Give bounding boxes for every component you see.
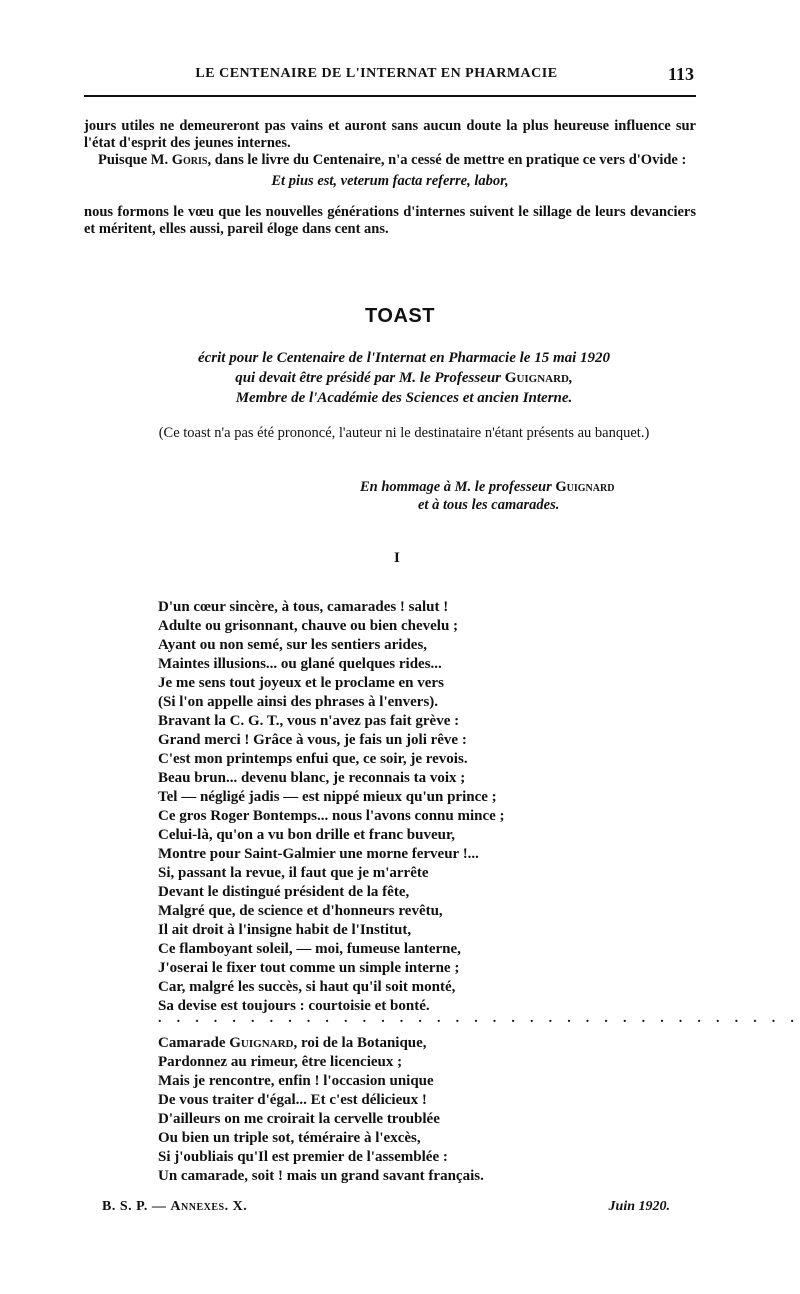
- poem-line: Si, passant la revue, il faut que je m'arrête: [158, 865, 429, 881]
- poem-line: Ce gros Roger Bontemps... nous l'avons connu mince ;: [158, 808, 505, 824]
- poem-line: (Si l'on appelle ainsi des phrases à l'envers).: [158, 694, 439, 710]
- guignard-name: Guignard: [504, 370, 570, 386]
- subtitle-line-1: écrit pour le Centenaire de l'Internat en Pharmacie le 15 mai 1920: [197, 350, 611, 366]
- poem-line: Devant le distingué président de la fête,: [158, 884, 410, 900]
- dedication: [360, 478, 700, 514]
- poem-line: Si j'oubliais qu'Il est premier de l'assemblée :: [158, 1149, 448, 1165]
- dedication-line-1-before: En hommage à M. le professeur: [360, 479, 556, 495]
- para2-before: Puisque M.: [98, 152, 172, 168]
- dotted-separator: . . . . . . . . . . . . . . . . . . . . . . . . . . . . . . . . . . .: [158, 1011, 800, 1026]
- poem-line: Montre pour Saint-Galmier une morne ferveur !...: [158, 846, 479, 862]
- poem-line: Maintes illusions... ou glané quelques rides...: [158, 656, 442, 672]
- subtitle-line-2: [84, 368, 724, 388]
- poem-stanza-1: [158, 598, 678, 1016]
- poem-line-after: , roi de la Botanique,: [293, 1035, 427, 1051]
- header-rule: [84, 95, 696, 97]
- poem-line: Car, malgré les succès, si haut qu'il soit monté,: [158, 979, 456, 995]
- footer-annexes: Annexes: [170, 1199, 225, 1214]
- poem-line: Mais je rencontre, enfin ! l'occasion unique: [158, 1073, 434, 1089]
- poem-line: Il ait droit à l'insigne habit de l'Institut,: [158, 922, 412, 938]
- intro-paragraph-3: nous formons le vœu que les nouvelles générations d'internes suivent le sillage de leurs devanciers et méritent, elles aussi, pareil éloge dans cent ans.: [84, 204, 696, 237]
- section-number: I: [394, 550, 400, 566]
- footer-date: Juin 1920.: [608, 1199, 670, 1214]
- poem-line: C'est mon printemps enfui que, ce soir, je revois.: [158, 751, 468, 767]
- toast-subtitle: [84, 348, 724, 408]
- subtitle-line-3: Membre de l'Académie des Sciences et ancien Interne.: [235, 390, 573, 406]
- poem-line: D'un cœur sincère, à tous, camarades ! salut !: [158, 599, 449, 615]
- para2-after: , dans le livre du Centenaire, n'a cessé de mettre en pratique ce vers d'Ovide :: [207, 152, 687, 168]
- toast-note: (Ce toast n'a pas été prononcé, l'auteur ni le destinataire n'étant présents au banquet.): [158, 425, 650, 441]
- poem-line: Pardonnez au rimeur, être licencieux ;: [158, 1054, 403, 1070]
- intro-paragraph-2: [84, 152, 696, 169]
- poem-line: Celui-là, qu'on a vu bon drille et franc buveur,: [158, 827, 455, 843]
- dedication-name: Guignard: [555, 479, 615, 495]
- poem-line: Adulte ou grisonnant, chauve ou bien chevelu ;: [158, 618, 459, 634]
- intro-text: [84, 118, 696, 238]
- poem-line: D'ailleurs on me croirait la cervelle troublée: [158, 1111, 440, 1127]
- poem-line: Tel — négligé jadis — est nippé mieux qu'un prince ;: [158, 789, 497, 805]
- poem-line: Bravant la C. G. T., vous n'avez pas fait grève :: [158, 713, 460, 729]
- poem-line: Sa devise est toujours : courtoisie et bonté.: [158, 998, 430, 1014]
- poem-line: Beau brun... devenu blanc, je reconnais ta voix ;: [158, 770, 466, 786]
- page-number: 113: [667, 64, 694, 84]
- footer-signature: [102, 1199, 247, 1215]
- running-title: LE CENTENAIRE DE L'INTERNAT EN PHARMACIE: [195, 66, 558, 81]
- footer-left-after: . X.: [224, 1199, 248, 1214]
- intro-paragraph-1: jours utiles ne demeureront pas vains et auront sans aucun doute la plus heureuse influence sur l'état d'esprit des jeunes internes.: [84, 118, 696, 151]
- subtitle-line-2-before: qui devait être présidé par M. le Professeur: [235, 370, 505, 386]
- dedication-line-1: [360, 478, 700, 496]
- poem-line-before: Camarade: [158, 1035, 230, 1051]
- poem-line: Ou bien un triple sot, téméraire à l'excès,: [158, 1130, 421, 1146]
- toast-title: TOAST: [365, 305, 435, 327]
- dedication-line-2: et à tous les camarades.: [418, 497, 560, 513]
- running-head: [84, 66, 704, 86]
- poem-guignard-name: Guignard: [229, 1035, 294, 1051]
- poem-line: Ce flamboyant soleil, — moi, fumeuse lanterne,: [158, 941, 461, 957]
- poem-line: Je me sens tout joyeux et le proclame en vers: [158, 675, 444, 691]
- poem-line: Malgré que, de science et d'honneurs revêtu,: [158, 903, 443, 919]
- footer-left-before: B. S. P. —: [102, 1199, 171, 1214]
- poem-line: Ayant ou non semé, sur les sentiers arides,: [158, 637, 428, 653]
- poem-line: Un camarade, soit ! mais un grand savant français.: [158, 1168, 484, 1184]
- poem-line: J'oserai le fixer tout comme un simple interne ;: [158, 960, 460, 976]
- poem-stanza-2: [158, 1034, 678, 1186]
- goris-name: Goris: [171, 152, 208, 168]
- ovid-quote: Et pius est, veterum facta referre, labor,: [271, 173, 509, 189]
- poem-line: De vous traiter d'égal... Et c'est délicieux !: [158, 1092, 427, 1108]
- poem-line: [158, 1034, 678, 1053]
- subtitle-line-2-after: ,: [569, 370, 573, 386]
- poem-line: Grand merci ! Grâce à vous, je fais un joli rêve :: [158, 732, 467, 748]
